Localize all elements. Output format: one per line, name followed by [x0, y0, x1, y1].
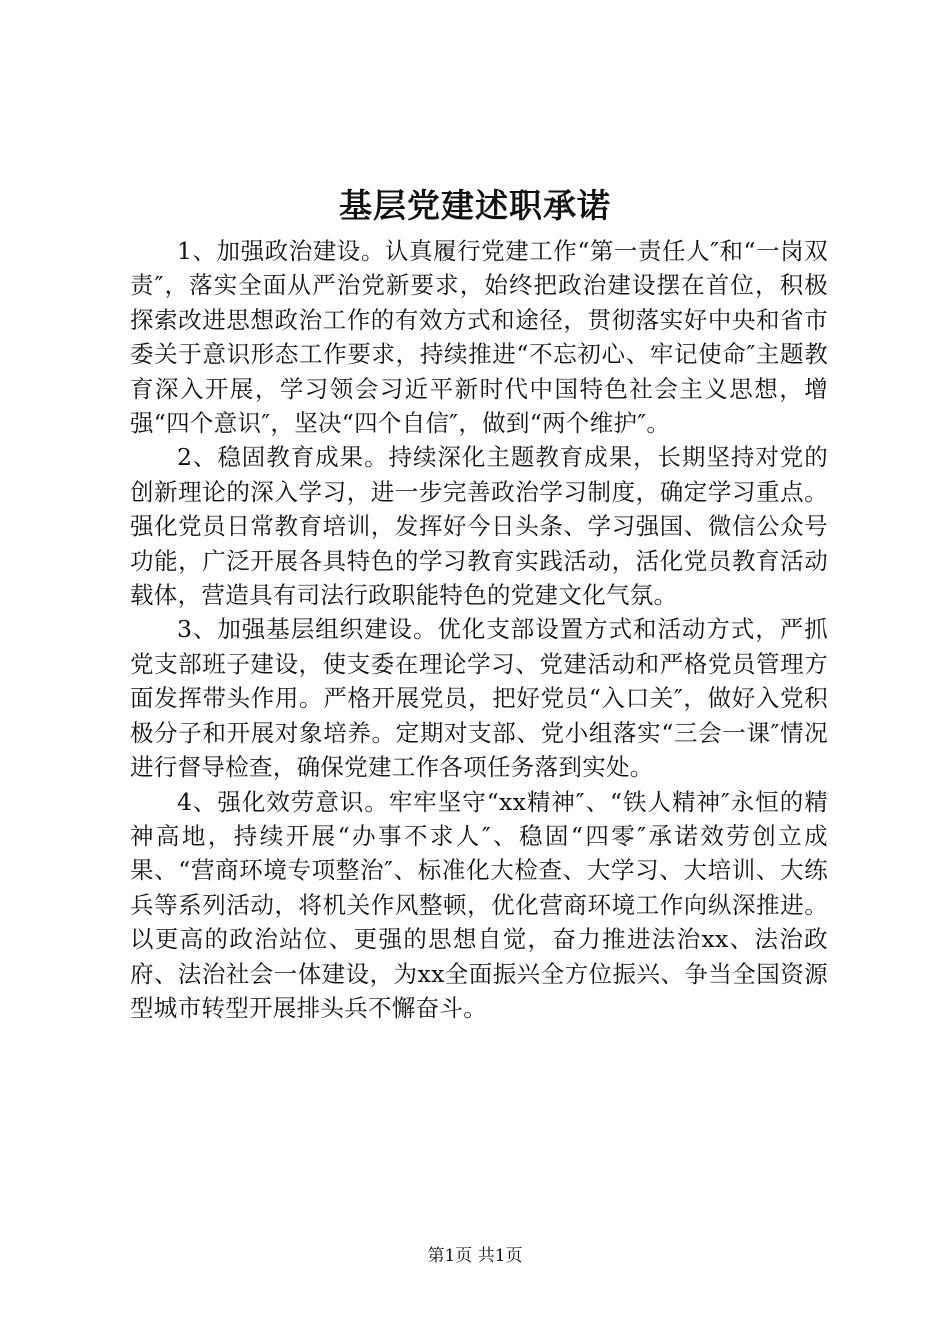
paragraph-2: 2、稳固教育成果。持续深化主题教育成果，长期坚持对党的创新理论的深入学习，进一步完善政治学习制度，确定学习重点。强化党员日常教育培训，发挥好今日头条、学习强国、微信公众号功能，广泛开展各具特色的学习教育实践活动，活化党员教育活动载体，营造具有司法行政职能特色的党建文化气氛。: [130, 443, 828, 610]
paragraph-4: 4、强化效劳意识。牢牢坚守“xx精神″、“铁人精神″永恒的精神高地，持续开展“办事不求人″、稳固“四零″承诺效劳创立成果、“营商环境专项整治″、标准化大检查、大学习、大培训、大练兵等系列活动，将机关作风整顿，优化营商环境工作向纵深推进。以更高的政治站位、更强的思想自觉，奋力推进法治xx、法治政府、法治社会一体建设，为xx全面振兴全方位振兴、争当全国资源型城市转型开展排头兵不懈奋斗。: [130, 787, 828, 1022]
document-title: 基层党建述职承诺: [339, 186, 611, 225]
document-body: [130, 234, 828, 1025]
paragraph-3: 3、加强基层组织建设。优化支部设置方式和活动方式，严抓党支部班子建设，使支委在理论学习、党建活动和严格党员管理方面发挥带头作用。严格开展党员，把好党员“入口关″，做好入党积极分子和开展对象培养。定期对支部、党小组落实“三会一课″情况进行督导检查，确保党建工作各项任务落到实处。: [130, 615, 828, 782]
page-footer: 第1页 共1页: [427, 1246, 523, 1266]
paragraph-1: 1、加强政治建设。认真履行党建工作“第一责任人″和“一岗双责″，落实全面从严治党新要求，始终把政治建设摆在首位，积极探索改进思想政治工作的有效方式和途径，贯彻落实好中央和省市委关于意识形态工作要求，持续推进“不忘初心、牢记使命″主题教育深入开展，学习领会习近平新时代中国特色社会主义思想，增强“四个意识″，坚决“四个自信″，做到“两个维护″。: [130, 237, 828, 438]
